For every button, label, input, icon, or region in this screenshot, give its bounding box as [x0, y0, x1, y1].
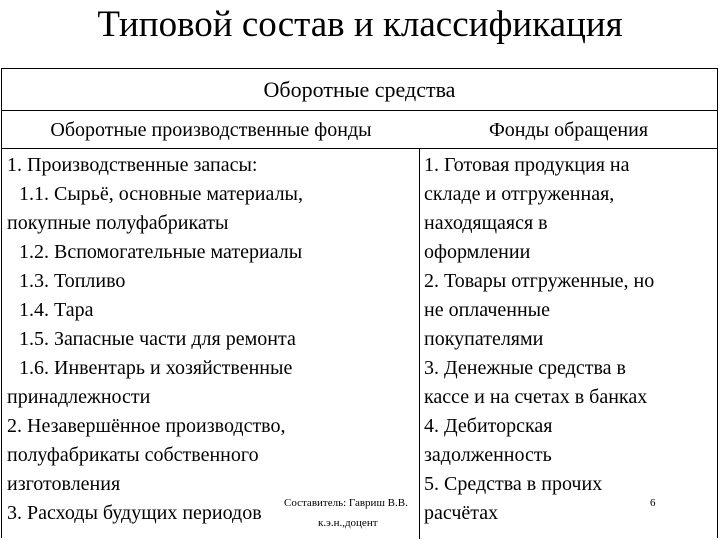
- right-list-item: 3. Денежные средства в: [424, 357, 626, 379]
- left-list-item: 1.5. Запасные части для ремонта: [19, 328, 296, 350]
- left-list-item: полуфабрикаты собственного: [7, 444, 259, 466]
- right-list-item: 5. Средства в прочих: [424, 473, 603, 495]
- left-list-item: 1.4. Тара: [19, 299, 94, 321]
- left-list-item: покупные полуфабрикаты: [7, 212, 229, 234]
- right-list-item: оформлении: [424, 241, 531, 263]
- left-list-item: 3. Расходы будущих периодов: [7, 502, 262, 524]
- footer-degree: к.э.н.,доцент: [318, 517, 378, 529]
- table-header-current-assets: Оборотные средства: [2, 69, 717, 111]
- right-list-item: 1. Готовая продукция на: [424, 154, 630, 176]
- right-list-item: покупателями: [424, 328, 544, 350]
- right-list-item: находящаяся в: [424, 212, 548, 234]
- footer-author: Составитель: Гавриш В.В.: [284, 497, 408, 509]
- right-list-item: задолженность: [424, 444, 552, 466]
- left-column-heading: Оборотные производственные фонды: [50, 119, 372, 141]
- left-list-item: 1. Производственные запасы:: [7, 154, 258, 176]
- left-list-item: изготовления: [7, 473, 121, 495]
- left-list-item: 1.2. Вспомогательные материалы: [19, 241, 303, 263]
- right-list-item: 4. Дебиторская: [424, 415, 553, 437]
- right-list-item: расчётах: [424, 502, 499, 524]
- slide-title: Типовой состав и классификация: [97, 4, 623, 45]
- page-number: 6: [650, 497, 656, 509]
- table-subheader-row: [2, 111, 717, 149]
- right-column-heading: Фонды обращения: [488, 119, 649, 141]
- classification-table: [1, 68, 718, 538]
- column-divider: [419, 149, 420, 539]
- left-list-item: 1.1. Сырьё, основные материалы,: [19, 183, 303, 205]
- left-list-item: принадлежности: [7, 386, 151, 408]
- left-list-item: 1.6. Инвентарь и хозяйственные: [19, 357, 293, 379]
- right-list-item: кассе и на счетах в банках: [424, 386, 648, 408]
- right-list-item: 2. Товары отгруженные, но: [424, 270, 655, 292]
- left-list-item: 1.3. Топливо: [19, 270, 126, 292]
- circulation-funds-column: [424, 151, 714, 528]
- right-list-item: не оплаченные: [424, 299, 550, 321]
- production-funds-column: [7, 151, 417, 528]
- left-list-item: 2. Незавершённое производство,: [7, 415, 286, 437]
- right-list-item: складе и отгруженная,: [424, 183, 615, 205]
